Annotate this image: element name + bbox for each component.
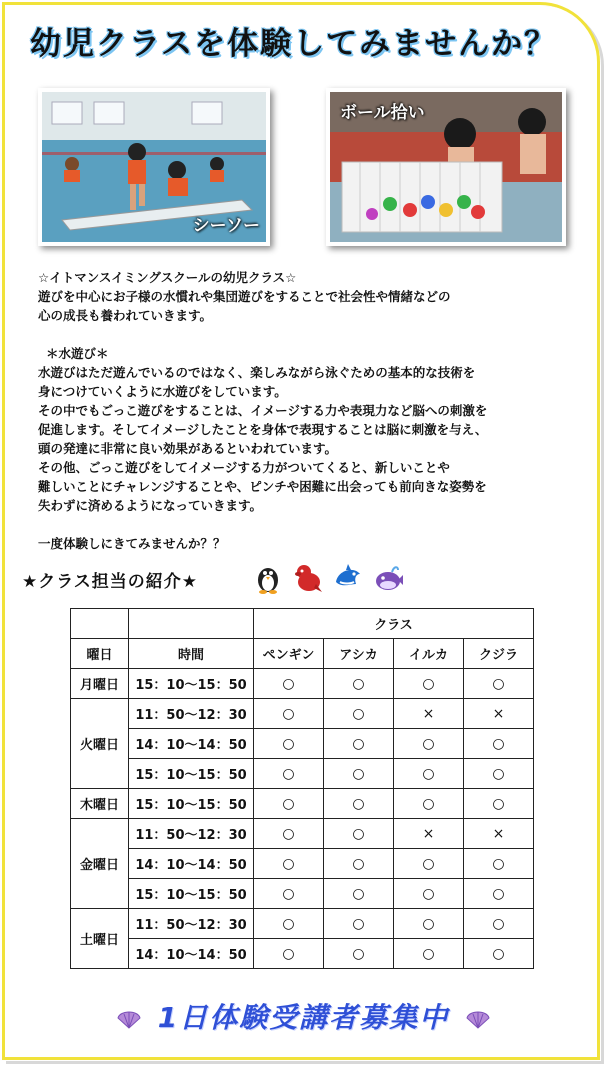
availability-mark: ○ [324,819,394,849]
trial-banner [0,996,607,1036]
availability-mark: ○ [464,849,534,879]
availability-mark: ○ [464,939,534,969]
schedule-row [71,849,534,879]
class-name: アシカ [324,639,394,669]
time-cell: 15：10～15：50 [129,789,254,819]
time-header: 時間 [129,639,254,669]
schedule-row [71,669,534,699]
availability-mark: ○ [464,909,534,939]
description-text [38,268,558,553]
availability-mark: ○ [464,729,534,759]
time-cell: 15：10～15：50 [129,879,254,909]
schedule-row [71,729,534,759]
class-header: クラス [254,609,534,639]
availability-mark: ○ [324,849,394,879]
availability-mark: ○ [394,789,464,819]
availability-mark: ○ [254,729,324,759]
seesaw-caption: シーソー [192,216,260,236]
intro-heading: ☆イトマンスイミングスクールの幼児クラス☆ [38,270,297,285]
availability-mark: ○ [464,789,534,819]
availability-mark: ○ [464,879,534,909]
time-cell: 11：50～12：30 [129,909,254,939]
availability-mark: ○ [464,759,534,789]
day-header: 曜日 [71,639,129,669]
availability-mark: ○ [254,789,324,819]
availability-mark: ○ [394,849,464,879]
penguin-icon [252,562,284,594]
availability-mark: ○ [394,879,464,909]
mizuasobi-body: 水遊びはただ遊んでいるのではなく、楽しみながら泳ぐための基本的な技術を 身につけていくように水遊びをしています。 その中でもごっこ遊びをすることは、イメージする力や表現力など脳への刺激を 促進します。そしてイメージしたことを身体で表現することは脳に刺激を与え、 頭の発達に非常に良い効果があるといわれています。 その他、ごっこ遊びをしてイメージする力がついてくると、新しいことや 難しいことにチャレンジすることや、ピンチや困難に出会っても前向きな姿勢を 失わずに済めるようになっていきます。 [38,365,488,513]
availability-mark: ○ [254,849,324,879]
availability-mark: ○ [254,699,324,729]
availability-mark: ○ [254,909,324,939]
time-cell: 14：10～14：50 [129,729,254,759]
closing-text: 一度体験しにきてみませんか？？ [38,536,226,551]
availability-mark: × [464,819,534,849]
class-name: イルカ [394,639,464,669]
seesaw-photo [38,88,270,246]
shell-icon [116,1008,142,1030]
day-cell: 土曜日 [71,909,129,969]
availability-mark: × [464,699,534,729]
time-cell: 11：50～12：30 [129,699,254,729]
time-cell: 14：10～14：50 [129,849,254,879]
sea-lion-icon [292,562,324,594]
availability-mark: ○ [394,759,464,789]
schedule-row [71,699,534,729]
availability-mark: ○ [464,669,534,699]
ball-pickup-photo [326,88,566,246]
schedule-row [71,879,534,909]
availability-mark: ○ [394,669,464,699]
availability-mark: ○ [324,699,394,729]
time-cell: 14：10～14：50 [129,939,254,969]
trial-banner-text: 1日体験受講者募集中 [157,1001,450,1034]
time-cell: 15：10～15：50 [129,759,254,789]
availability-mark: ○ [254,819,324,849]
availability-mark: ○ [324,879,394,909]
page-title: 幼児クラスを体験してみませんか？ [30,26,558,62]
dolphin-icon [332,562,364,594]
schedule-row [71,819,534,849]
availability-mark: ○ [324,729,394,759]
availability-mark: ○ [324,939,394,969]
availability-mark: ○ [324,759,394,789]
schedule-row [71,759,534,789]
schedule-row [71,789,534,819]
availability-mark: ○ [254,879,324,909]
mascot-row [252,562,404,594]
schedule-row [71,939,534,969]
intro-body: 遊びを中心にお子様の水慣れや集団遊びをすることで社会性や情緒などの 心の成長も養われていきます。 [38,289,451,323]
schedule-table [70,608,534,969]
corner-cell [129,609,254,639]
day-cell: 木曜日 [71,789,129,819]
availability-mark: ○ [324,789,394,819]
availability-mark: ○ [324,909,394,939]
availability-mark: × [394,819,464,849]
class-intro-heading: ★クラス担当の紹介★ [22,572,198,592]
day-cell: 金曜日 [71,819,129,909]
shell-icon [465,1008,491,1030]
availability-mark: × [394,699,464,729]
availability-mark: ○ [394,729,464,759]
day-cell: 月曜日 [71,669,129,699]
time-cell: 15：10～15：50 [129,669,254,699]
ball-pickup-caption: ボール拾い [340,103,425,123]
day-cell: 火曜日 [71,699,129,789]
availability-mark: ○ [394,909,464,939]
class-name: クジラ [464,639,534,669]
schedule-row [71,909,534,939]
class-name: ペンギン [254,639,324,669]
whale-icon [372,562,404,594]
availability-mark: ○ [254,939,324,969]
availability-mark: ○ [254,759,324,789]
availability-mark: ○ [324,669,394,699]
availability-mark: ○ [394,939,464,969]
corner-cell [71,609,129,639]
time-cell: 11：50～12：30 [129,819,254,849]
availability-mark: ○ [254,669,324,699]
mizuasobi-heading: ＊水遊び＊ [46,346,109,361]
